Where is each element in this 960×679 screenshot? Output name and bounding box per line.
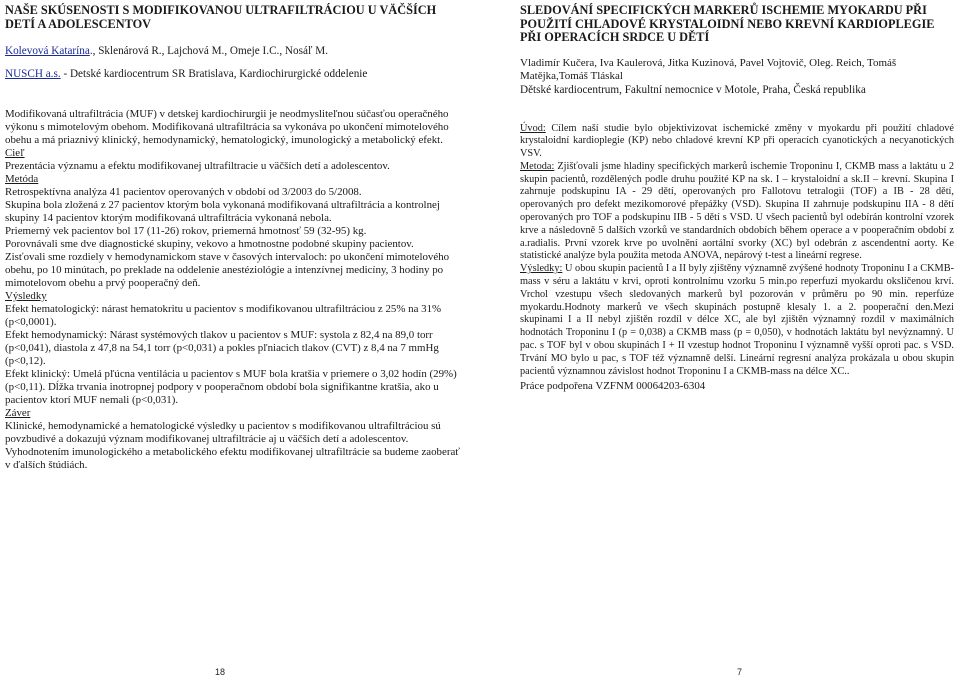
first-author-link[interactable]: Kolevová Katarína: [5, 45, 90, 57]
zaver-heading: Záver: [5, 407, 31, 419]
left-page-number: 18: [215, 667, 226, 677]
metoda-paragraph: Porovnávali sme dve diagnostické skupiny, vekovo a hmotnostne podobné skupiny pacientov.: [5, 238, 414, 250]
ciel-text: Prezentácia významu a efektu modifikovanej ultrafiltracie u väčších detí a adolescentov.: [5, 160, 390, 172]
metoda-paragraph: Priemerný vek pacientov bol 17 (11-26) rokov, priemerná hmotnosť 59 (32-95) kg.: [5, 225, 367, 237]
vysledky-paragraph: Efekt hemodynamický: Nárast systémových tlakov u pacientov s MUF: systola z 82,4 na 89,0 torr (p<0,041), diastola z 47,8 na 54,1 torr (p<0,031) a pokles pľniacich tlakov (CVT) z 8,4 na 7 mmHg (p<0,12).: [5, 329, 439, 367]
right-article-title: SLEDOVÁNÍ SPECIFICKÝCH MARKERŮ ISCHEMIE MYOKARDU PŘI POUŽITÍ CHLADOVÉ KRYSTALOIDNÍ NEBO KREVNÍ KARDIOPLEGIE PŘI OPERACÍCH SRDCE U DĚTÍ: [520, 3, 935, 44]
zaver-text: Klinické, hemodynamické a hematologické výsledky u pacientov s modifikovanou ultrafiltráciou sú povzbudivé a dokazujú význam modifikovanej ultrafiltrácie aj u väčších detí a adolescentov. Vyhodnotením imunologického a metabolického efektu modifikovanej ultrafiltrácie sa budeme zaoberať v ďalších štúdiách.: [5, 420, 460, 471]
ciel-heading: Cieľ: [5, 147, 25, 159]
right-page-number: 7: [737, 667, 743, 677]
funding-note: Práce podpořena VZFNM 00064203-6304: [520, 380, 706, 393]
affiliation-link[interactable]: NUSCH a.s.: [5, 68, 61, 80]
right-metoda-heading: Metoda:: [520, 160, 555, 172]
metoda-paragraph: Retrospektívna analýza 41 pacientov operovaných v období od 3/2003 do 5/2008.: [5, 186, 362, 198]
vysledky-paragraph: Efekt klinický: Umelá pľúcna ventilácia u pacientov s MUF bola kratšia v priemere o 3,02 hodín (29%) (p<0,11). Dĺžka trvania inotropnej podpory v pooperačnom období bola signifikantne kratšia, ako u pacientov ktorí MUF nemali (p<0,031).: [5, 368, 457, 406]
left-intro-paragraph: Modifikovaná ultrafiltrácia (MUF) v detskej kardiochirurgii je neodmysliteľnou súčasťou operačného výkonu s mimotelovým obehom. Modifikovaná ultrafiltrácia sa vykonáva po ukončení mimotelového obehu a má priaznivý klinický, hemodynamický, hematologický, imunologický a metabolický efekt.: [5, 108, 449, 146]
right-article-body: [520, 123, 954, 394]
right-affiliation: Dětské kardiocentrum, Fakultní nemocnice v Motole, Praha, Česká republika: [520, 83, 866, 96]
uvod-text: Cílem naší studie bylo objektivizovat ischemické změny v myokardu při použití chladové krystaloidní kardioplegie (KP) nebo chladové krevní KP při operacích cyanotických a necyanotických VSV.: [520, 122, 954, 160]
right-metoda-text: Zjišťovali jsme hladiny specifických markerů ischemie Troponinu I, CKMB mass a laktátu u 2 skupin pacientů, rozdělených podle druhu použité KP na sk. I – krystaloidní a sk.II – krevní. Skupina I zahrnuje podskupinu IA - 29 dětí, operovaných pro Fallotovu tetralogii (TOF) a IB - 28 dětí, operovaných pro defekt mezikomorové přepážky (VSD). Skupina II zahrnuje podskupinu IIA - 8 dětí operovaných pro TOF a podskupinu IIB - 5 dětí s VSD. U všech pacientů byl odebírán kontrolní vzorek krve a následovně 5 dalších vzorků ve standardních obdobích během operace a v pooperačním období z a.radialis. První vzorek krve po uvolnění aortální svorky (XC) byl odebrán z ascendentní aorty. Ke statistické analýze byla použita metoda ANOVA, nepárový t-test a lineární regrese.: [520, 160, 954, 262]
right-vysledky-paragraph: [520, 263, 954, 378]
right-vysledky-heading: Výsledky:: [520, 263, 563, 275]
left-authors: [5, 45, 466, 58]
right-metoda-paragraph: [520, 161, 954, 263]
metoda-heading: Metóda: [5, 173, 39, 185]
left-authors-rest: ., Sklenárová R., Lajchová M., Omeje I.C., Nosáľ M.: [89, 45, 329, 57]
metoda-paragraph: Zisťovali sme rozdiely v hemodynamickom stave v časových intervaloch: po ukončení mimotelového obehu, po 10 minútach, po preklade na oddelenie anestéziológie a intenzívnej medicíny, 3 hodiny po mimotelovom obehu a prvý pooperačný deň.: [5, 251, 450, 289]
left-affiliation-rest: - Detské kardiocentrum SR Bratislava, Kardiochirurgické oddelenie: [60, 68, 368, 80]
vysledky-paragraph: Efekt hematologický: nárast hematokritu u pacientov s modifikovanou ultrafiltráciou z 25% na 31% (p<0,0001).: [5, 303, 442, 328]
left-article-body: [5, 108, 466, 472]
metoda-paragraph: Skupina bola zložená z 27 pacientov ktorým bola vykonaná modifikovaná ultrafiltrácia a kontrolnej skupiny 14 pacientov ktorým modifikovaná ultrafiltrácia vykonaná nebola.: [5, 199, 440, 224]
uvod-heading: Úvod:: [520, 122, 546, 134]
left-affiliation: [5, 68, 466, 81]
vysledky-heading: Výsledky: [5, 290, 47, 302]
uvod-paragraph: [520, 123, 954, 161]
right-vysledky-text: U obou skupin pacientů I a II byly zjištěny významně zvýšené hodnoty Troponinu I a CKMB-mass v séru a laktátu v krvi, oproti kontrolnímu vzorku 5 min.po reperfuzi myokardu oksličenou krví. Vrchol vzestupu všech sledovaných markerů byl pozorován v průměru po 90 min. reperfúze myokardu.Hodnoty markerů ve všech skupinách postupně klesaly 1. a 2. pooperační den.Mezi skupinami I a II nebyl zjištěn rozdíl v délce XC, ale byl zjištěn významný rozdíl v maximálních hodnotách Troponinu I (p = 0,038) a CKMB mass (p = 0,050), v hodnotách laktátu byl nevýznamný. U pac. s TOF byl v obou skupinách I + II vzestup hodnot Troponinu I významně vyšší oproti pac. s VSD. Trvání MO bylo u pac, s TOF též významně delší. Lineární regresní analýza prokázala u obou skupin pacientů významnou závislost hodnot Troponinu I a CKMB-mass na délce XC..: [520, 263, 954, 377]
right-page: [480, 0, 960, 679]
right-authors: Vladimír Kučera, Iva Kaulerová, Jitka Kuzinová, Pavel Vojtovič, Oleg. Reich, Tomáš Matějka,Tomáš Tláskal: [520, 56, 897, 82]
left-article-title: NAŠE SKÚSENOSTI S MODIFIKOVANOU ULTRAFILTRÁCIOU U VÄČŠÍCH DETÍ A ADOLESCENTOV: [5, 3, 437, 31]
